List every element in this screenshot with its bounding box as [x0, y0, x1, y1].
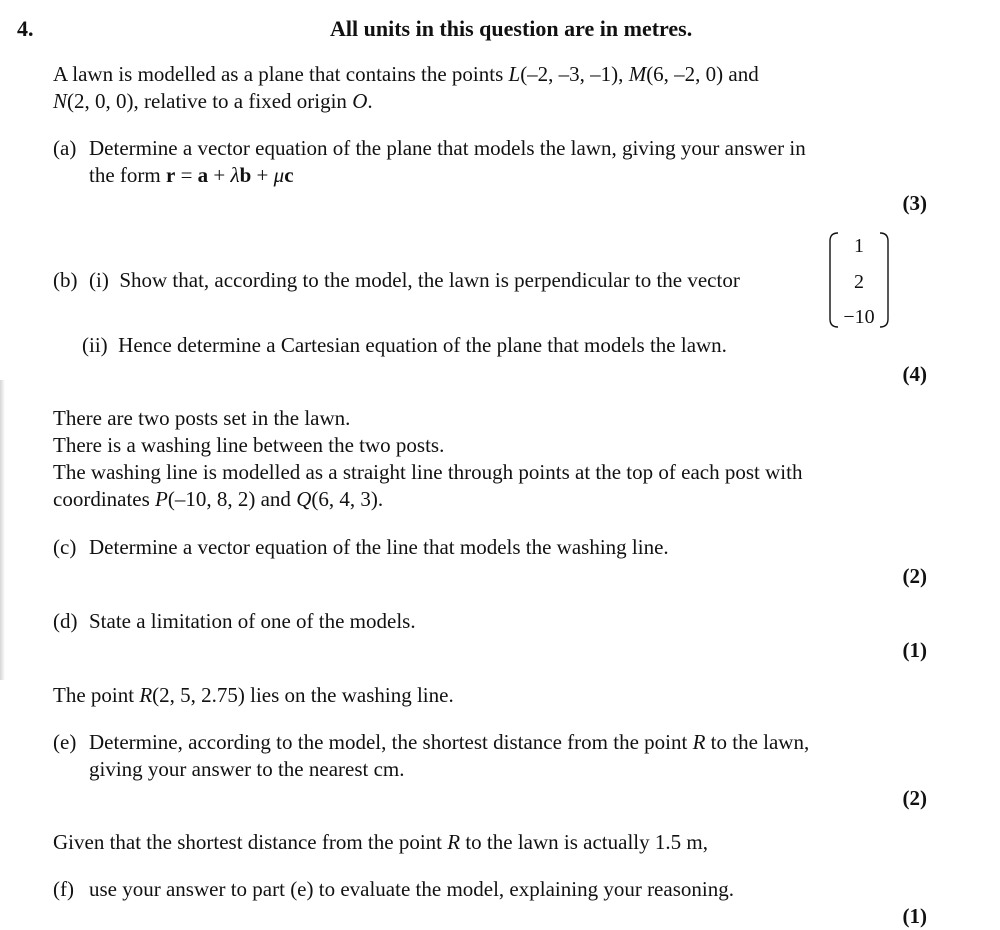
intro-line-2: N(2, 0, 0), relative to a fixed origin O. [53, 89, 373, 113]
part-e-line-1: (e) Determine, according to the model, the shortest distance from the point R to the lawn, [53, 730, 810, 754]
normal-vector [829, 231, 889, 329]
part-b-i-label: (i) [89, 268, 109, 292]
part-e-line-2: giving your answer to the nearest cm. [89, 757, 405, 781]
part-b-i-line: (b) (i) Show that, according to the model, the lawn is perpendicular to the vector [53, 268, 740, 292]
posts-line-3: The washing line is modelled as a straight line through points at the top of each post with [53, 460, 803, 484]
point-r-line: The point R(2, 5, 2.75) lies on the washing line. [53, 683, 454, 707]
part-f-marks: (1) [902, 904, 927, 928]
part-d-line: (d) State a limitation of one of the models. [53, 609, 416, 633]
part-d-marks: (1) [902, 638, 927, 662]
part-a-line-1: (a) Determine a vector equation of the plane that models the lawn, giving your answer in [53, 136, 806, 160]
part-b-label: (b) [53, 268, 78, 292]
part-a-line-2: the form r = a + λb + μc [89, 163, 294, 187]
part-d-label: (d) [53, 609, 78, 633]
given-line: Given that the shortest distance from the point R to the lawn is actually 1.5 m, [53, 830, 708, 854]
posts-line-1: There are two posts set in the lawn. [53, 406, 351, 430]
part-e-marks: (2) [902, 786, 927, 810]
vector-entry-2: 2 [854, 271, 864, 293]
question-heading: All units in this question are in metres. [330, 16, 693, 41]
part-a-marks: (3) [902, 191, 927, 215]
part-c-label: (c) [53, 535, 77, 559]
part-f-label: (f) [53, 877, 74, 901]
part-c-marks: (2) [902, 564, 927, 588]
page-edge-shadow [0, 380, 5, 680]
part-b-ii-line: (ii) Hence determine a Cartesian equation of the plane that models the lawn. [82, 333, 727, 357]
part-b-ii-label: (ii) [82, 333, 108, 357]
part-b-marks: (4) [902, 362, 927, 386]
posts-line-2: There is a washing line between the two posts. [53, 433, 445, 457]
part-c-line: (c) Determine a vector equation of the line that models the washing line. [53, 535, 669, 559]
intro-line-1: A lawn is modelled as a plane that contains the points L(–2, –3, –1), M(6, –2, 0) and [53, 62, 759, 86]
part-f-line: (f) use your answer to part (e) to evaluate the model, explaining your reasoning. [53, 877, 734, 901]
part-a-label: (a) [53, 136, 77, 160]
posts-line-4: coordinates P(–10, 8, 2) and Q(6, 4, 3). [53, 487, 384, 511]
vector-entry-1: 1 [854, 235, 864, 257]
part-e-label: (e) [53, 730, 77, 754]
vector-entry-3: −10 [843, 306, 875, 328]
question-number: 4. [17, 16, 34, 41]
